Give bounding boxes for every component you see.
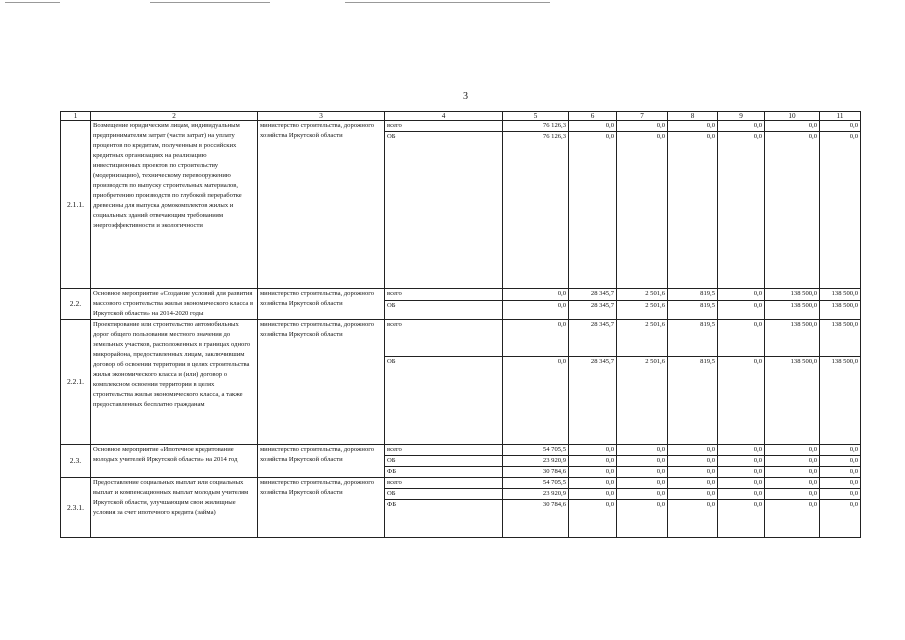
amount-cell: 0,0 [765,132,820,289]
amount-cell: 0,0 [668,445,718,456]
table-row [61,320,861,357]
amount-cell: 0,0 [718,121,765,132]
executor: министерство строительства, дорожного хозяйства Иркутской области [258,445,385,478]
amount-cell: 0,0 [617,445,668,456]
scan-artifact-line [5,2,60,3]
column-number: 6 [569,112,617,121]
amount-cell: 0,0 [668,500,718,538]
funding-source: всего [385,320,503,357]
amount-cell: 0,0 [820,467,861,478]
table-body [61,112,861,538]
table-row [61,445,861,456]
amount-cell: 0,0 [820,478,861,489]
funding-source: ОБ [385,357,503,445]
amount-cell: 0,0 [718,489,765,500]
amount-cell: 23 920,9 [503,456,569,467]
amount-cell: 0,0 [503,320,569,357]
amount-cell: 0,0 [820,500,861,538]
amount-cell: 54 705,5 [503,445,569,456]
amount-cell: 28 345,7 [569,300,617,319]
amount-cell: 819,5 [668,300,718,319]
funding-source: ОБ [385,132,503,289]
amount-cell: 0,0 [668,489,718,500]
amount-cell: 0,0 [718,289,765,301]
amount-cell: 138 500,0 [765,357,820,445]
amount-cell: 0,0 [617,132,668,289]
amount-cell: 0,0 [668,456,718,467]
amount-cell: 28 345,7 [569,320,617,357]
funding-source: ФБ [385,500,503,538]
funding-source: всего [385,289,503,301]
section-code: 2.2.1. [61,320,91,445]
amount-cell: 0,0 [569,445,617,456]
column-number: 7 [617,112,668,121]
column-number: 1 [61,112,91,121]
amount-cell: 23 920,9 [503,489,569,500]
amount-cell: 30 784,6 [503,467,569,478]
funding-source: ФБ [385,467,503,478]
amount-cell: 0,0 [718,445,765,456]
amount-cell: 0,0 [569,489,617,500]
funding-source: всего [385,478,503,489]
amount-cell: 0,0 [820,489,861,500]
amount-cell: 0,0 [820,132,861,289]
funding-source: ОБ [385,456,503,467]
amount-cell: 0,0 [569,467,617,478]
column-number-row [61,112,861,121]
executor: министерство строительства, дорожного хозяйства Иркутской области [258,320,385,445]
amount-cell: 0,0 [569,121,617,132]
amount-cell: 0,0 [765,445,820,456]
amount-cell: 0,0 [718,132,765,289]
column-number: 10 [765,112,820,121]
measure-name: Основное мероприятие «Создание условий для развития массового строительства жилья экономического класса в Иркутской области» на 2014-2020 годы [91,289,258,320]
section-code: 2.3.1. [61,478,91,538]
amount-cell: 0,0 [617,456,668,467]
amount-cell: 0,0 [718,500,765,538]
column-number: 4 [385,112,503,121]
amount-cell: 0,0 [765,489,820,500]
amount-cell: 0,0 [668,132,718,289]
amount-cell: 0,0 [718,320,765,357]
column-number: 5 [503,112,569,121]
funding-source: ОБ [385,300,503,319]
scan-artifact-line [345,2,550,3]
amount-cell: 0,0 [820,445,861,456]
column-number: 9 [718,112,765,121]
table-row [61,478,861,489]
amount-cell: 0,0 [503,300,569,319]
amount-cell: 28 345,7 [569,357,617,445]
amount-cell: 0,0 [718,357,765,445]
amount-cell: 0,0 [569,478,617,489]
amount-cell: 0,0 [765,478,820,489]
amount-cell: 0,0 [718,456,765,467]
amount-cell: 819,5 [668,289,718,301]
page-number: 3 [463,91,468,102]
amount-cell: 0,0 [668,467,718,478]
amount-cell: 28 345,7 [569,289,617,301]
scan-artifact-line [150,2,270,3]
amount-cell: 819,5 [668,357,718,445]
measure-name: Возмещение юридическим лицам, индивидуальным предпринимателям затрат (части затрат) на уплату процентов по кредитам, полученным в российских кредитных организациях на реализацию инвестиционных проектов по строительству (модернизацию), техническому перевооружению производств по выпуску строительных материалов, приобретению производств по глубокой переработке древесины для выпуска домокомплектов жилых и социальных зданий отвечающим требованиям энергоэффективности и экологичности [91,121,258,289]
amount-cell: 138 500,0 [820,320,861,357]
amount-cell: 76 126,3 [503,132,569,289]
funding-source: ОБ [385,489,503,500]
amount-cell: 138 500,0 [765,300,820,319]
column-number: 11 [820,112,861,121]
amount-cell: 0,0 [718,478,765,489]
table-row [61,289,861,301]
amount-cell: 0,0 [765,467,820,478]
section-code: 2.3. [61,445,91,478]
amount-cell: 138 500,0 [765,289,820,301]
amount-cell: 0,0 [617,500,668,538]
amount-cell: 2 501,6 [617,300,668,319]
measure-name: Основное мероприятие «Ипотечное кредитование молодых учителей Иркутской области» на 2014 год [91,445,258,478]
amount-cell: 819,5 [668,320,718,357]
amount-cell: 0,0 [617,121,668,132]
amount-cell: 0,0 [820,121,861,132]
funding-source: всего [385,121,503,132]
amount-cell: 0,0 [503,289,569,301]
amount-cell: 0,0 [569,132,617,289]
amount-cell: 138 500,0 [820,357,861,445]
amount-cell: 0,0 [569,456,617,467]
measure-name: Проектирование или строительство автомобильных дорог общего пользования местного значения до земельных участков, расположенных в границах одного микрорайона, предоставленных лицам, заключившим договор об освоении территории в целях строительства жилья экономического класса и (или) договор о комплексном освоении территории в целях строительства жилья экономического класса, а также предоставленных бесплатно гражданам [91,320,258,445]
amount-cell: 76 126,3 [503,121,569,132]
column-number: 3 [258,112,385,121]
column-number: 8 [668,112,718,121]
amount-cell: 0,0 [765,500,820,538]
amount-cell: 0,0 [765,456,820,467]
amount-cell: 0,0 [617,478,668,489]
amount-cell: 0,0 [668,478,718,489]
measure-name: Предоставление социальных выплат или социальных выплат и компенсационных выплат молодым учителям Иркутской области, улучшающим свои жилищные условия за счет ипотечного кредита (займа) [91,478,258,538]
section-code: 2.2. [61,289,91,320]
funding-source: всего [385,445,503,456]
amount-cell: 2 501,6 [617,320,668,357]
amount-cell: 0,0 [765,121,820,132]
amount-cell: 0,0 [617,489,668,500]
amount-cell: 30 784,6 [503,500,569,538]
amount-cell: 54 705,5 [503,478,569,489]
amount-cell: 2 501,6 [617,357,668,445]
amount-cell: 0,0 [569,500,617,538]
budget-table [60,111,861,538]
executor: министерство строительства, дорожного хозяйства Иркутской области [258,478,385,538]
amount-cell: 0,0 [617,467,668,478]
executor: министерство строительства, дорожного хозяйства Иркутской области [258,121,385,289]
section-code: 2.1.1. [61,121,91,289]
amount-cell: 0,0 [718,300,765,319]
table-row [61,121,861,132]
amount-cell: 0,0 [503,357,569,445]
amount-cell: 2 501,6 [617,289,668,301]
amount-cell: 0,0 [668,121,718,132]
amount-cell: 138 500,0 [765,320,820,357]
amount-cell: 138 500,0 [820,289,861,301]
executor: министерство строительства, дорожного хозяйства Иркутской области [258,289,385,320]
amount-cell: 0,0 [820,456,861,467]
amount-cell: 138 500,0 [820,300,861,319]
amount-cell: 0,0 [718,467,765,478]
column-number: 2 [91,112,258,121]
